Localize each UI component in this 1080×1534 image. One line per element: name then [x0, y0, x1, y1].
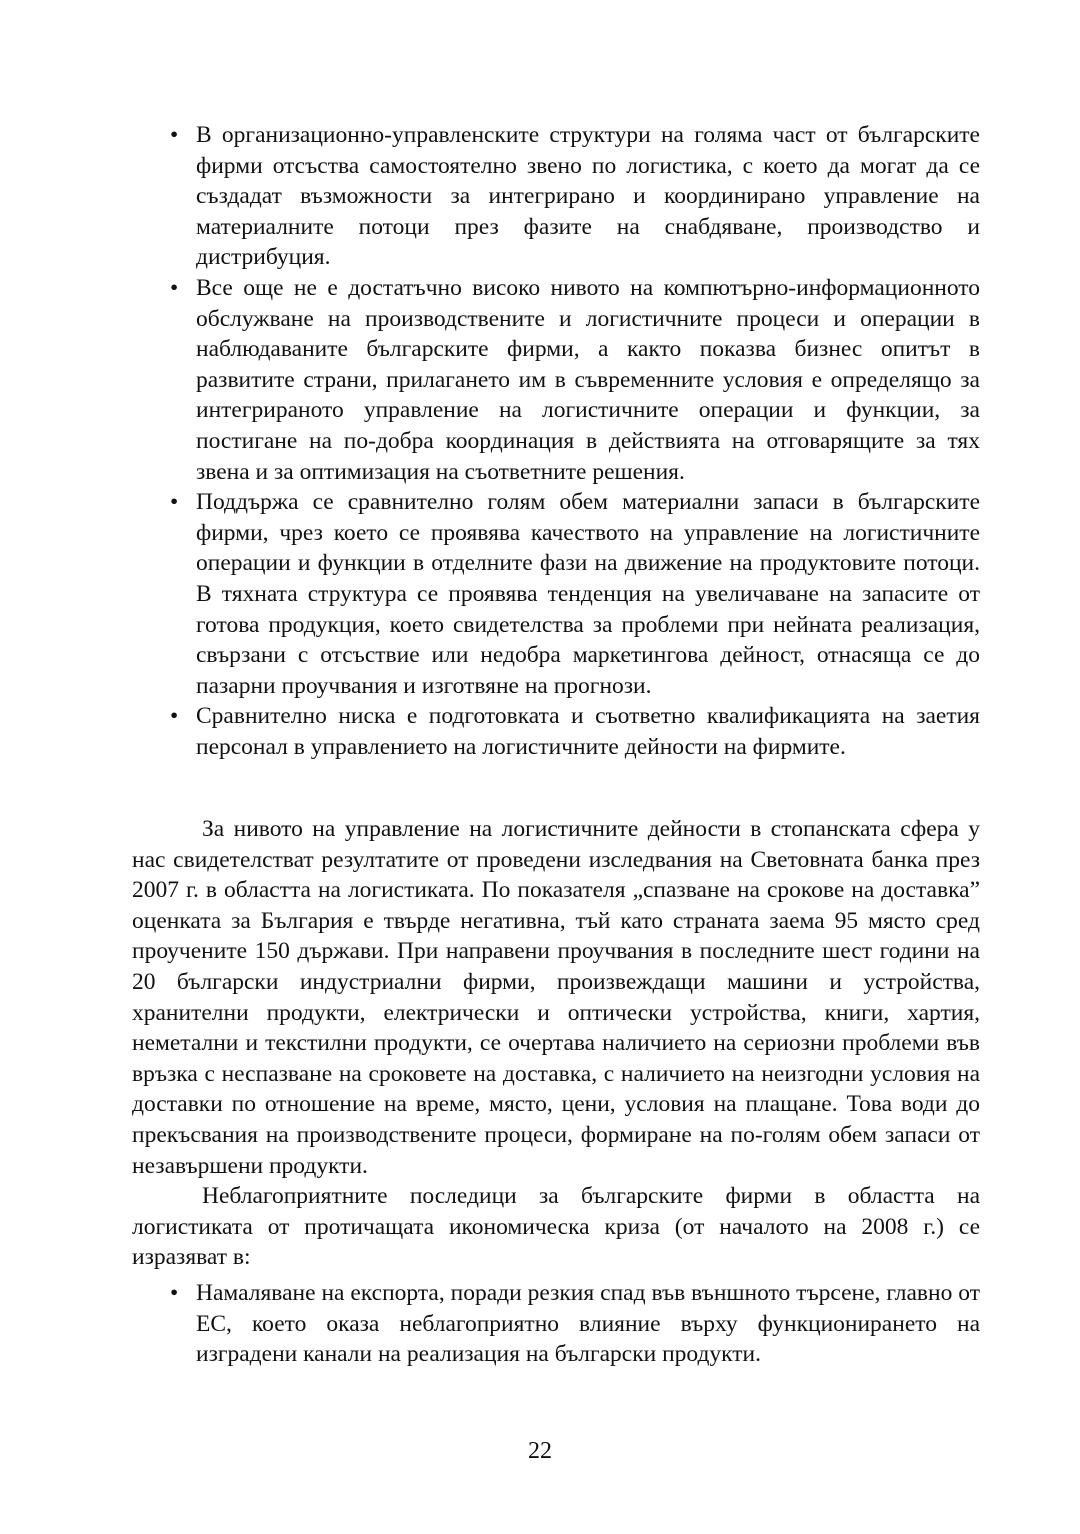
bullet-marker: • — [170, 1280, 179, 1306]
list-item-text: Сравнително ниска е подготовката и съответно квалификацията на заетия персонал в управлението на логистичните дейности на фирмите. — [196, 703, 980, 760]
list-item — [132, 273, 980, 487]
bullet-list-top — [132, 120, 980, 762]
list-item-text: Намаляване на експорта, поради резкия спад във външното търсене, главно от ЕС, което оказа неблагоприятно влияние върху функционирането на изградени канали на реализация на български продукти. — [196, 1280, 980, 1368]
list-item-text: Все още не е достатъчно високо нивото на компютърно-информационното обслужване на производствените и логистичните процеси и операции в наблюдаваните българските фирми, а както показва бизнес опитът в развитите страни, прилагането им в съвременните условия е определящо за интегрираното управление на логистичните операции и функции, за постигане на по-добра координация в действията на отговарящите за тях звена и за оптимизация на съответните решения. — [196, 274, 980, 485]
list-item — [132, 120, 980, 273]
list-item — [132, 487, 980, 701]
list-item — [132, 701, 980, 762]
bullet-marker: • — [170, 274, 179, 301]
body-paragraphs — [132, 814, 980, 1273]
paragraph-world-bank: За нивото на управление на логистичните дейности в стопанската сфера у нас свидетелстват резултатите от проведени изследвания на Световната банка през 2007 г. в областта на логистиката. По показателя „спазване на срокове на доставка” оценката за България е твърде негативна, тъй като страната заема 95 място сред проучените 150 държави. При направени проучвания в последните шест години на 20 български индустриални фирми, произвеждащи машини и устройства, хранителни продукти, електрически и оптически устройства, книги, хартия, неметални и текстилни продукти, се очертава наличието на сериозни проблеми във връзка с неспазване на сроковете на доставка, с наличието на неизгодни условия на доставки по отношение на време, място, цени, условия на плащане. Това води до прекъсвания на производствените процеси, формиране на по-голям обем запаси от незавършени продукти. — [132, 816, 980, 1179]
bullet-marker: • — [170, 703, 179, 730]
bullet-marker: • — [170, 122, 179, 148]
list-item-text: В организационно-управленските структури на голяма част от българските фирми отсъства самостоятелно звено по логистика, с което да могат да се създадат възможности за интегрирано и координирано управление на материалните потоци през фазите на снабдяване, производство и дистрибуция. — [196, 122, 980, 271]
bullet-marker: • — [170, 489, 179, 516]
paragraph-crisis-consequences: Неблагоприятните последици за българските фирми в областта на логистиката от протичащата икономическа криза (от началото на 2008 г.) се изразяват в: — [132, 1183, 980, 1271]
page-number: 22 — [528, 1438, 552, 1464]
list-item — [132, 1278, 980, 1370]
bullet-list-bottom — [132, 1278, 980, 1370]
list-item-text: Поддържа се сравнително голям обем материални запаси в българските фирми, чрез което се проявява качеството на управление на логистичните операции и функции в отделните фази на движение на продуктовите потоци. В тяхната структура се проявява тенденция на увеличаване на запасите от готова продукция, което свидетелства за проблеми при нейната реализация, свързани с отсъствие или недобра маркетингова дейност, отнасяща се до пазарни проучвания и изготвяне на прогнози. — [196, 489, 980, 699]
